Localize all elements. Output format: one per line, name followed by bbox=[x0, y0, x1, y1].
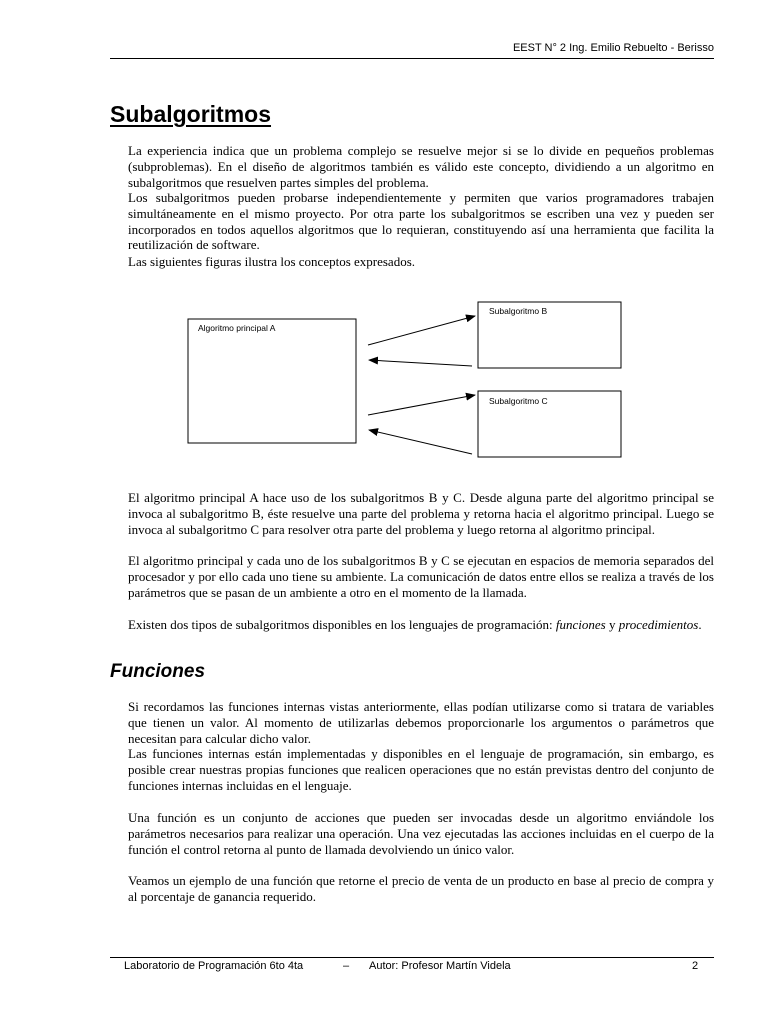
arrow-call-c bbox=[368, 395, 475, 415]
paragraph-memory-spaces: El algoritmo principal y cada uno de los subalgoritmos B y C se ejecutan en espacios de memoria separados del procesador y por ello cada uno tiene su ambiente. La comunicación de datos entre ellos se realiza a través de los parámetros que se pasan de un ambiente a otro en el momento de la llamada. bbox=[128, 553, 714, 600]
types-text-end: . bbox=[698, 617, 702, 632]
section-title-funciones: Funciones bbox=[110, 661, 206, 682]
section-title-subalgoritmos: Subalgoritmos bbox=[110, 101, 272, 127]
types-text-start: Existen dos tipos de subalgoritmos disponibles en los lenguajes de programación: bbox=[128, 617, 556, 632]
footer-rule bbox=[110, 957, 714, 958]
label-algoritmo-principal-a: Algoritmo principal A bbox=[198, 323, 276, 333]
types-text-and: y bbox=[605, 617, 619, 632]
paragraph-diagram-explanation: El algoritmo principal A hace uso de los subalgoritmos B y C. Desde alguna parte del algoritmo principal se invoca al subalgoritmo B, éste resuelve una parte del problema y retorna hacia el algoritmo principal. Luego se invoca al subalgoritmo C para resolver otra parte del problema y luego retorna al algoritmo principal. bbox=[128, 490, 714, 537]
arrow-return-b bbox=[369, 360, 472, 366]
paragraph-function-definition: Una función es un conjunto de acciones que pueden ser invocadas desde un algoritmo enviándole los parámetros necesarios para realizar una operación. Una vez ejecutadas las acciones incluidas en el cuerpo de la función el control retorna al punto de llamada devolviendo un único valor. bbox=[128, 810, 714, 857]
label-subalgoritmo-b: Subalgoritmo B bbox=[489, 306, 548, 316]
paragraph-custom-functions: Las funciones internas están implementadas y disponibles en el lenguaje de programación, sin embargo, es posible crear nuestras propias funciones que realicen operaciones que no están previstas dentro del conjunto de funciones internas incluidas en el lenguaje. bbox=[128, 746, 714, 793]
footer-author: Autor: Profesor Martín Videla bbox=[369, 960, 511, 972]
paragraph-example-intro: Veamos un ejemplo de una función que retorne el precio de venta de un producto en base al precio de compra y al porcentaje de ganancia requerido. bbox=[128, 873, 714, 904]
term-funciones: funciones bbox=[555, 617, 606, 632]
arrow-call-b bbox=[368, 316, 475, 345]
term-procedimientos: procedimientos bbox=[618, 617, 699, 632]
paragraph-internal-functions: Si recordamos las funciones internas vistas anteriormente, ellas podían utilizarse como si tratara de variables que tienen un valor. Al momento de utilizarlas debemos proporcionarle los argumentos o parámetros que necesitan para calcular dicho valor. bbox=[128, 699, 714, 746]
paragraph-intro: La experiencia indica que un problema complejo se resuelve mejor si se lo divide en pequeños problemas (subproblemas). En el diseño de algoritmos también es válido este concepto, dividiendo a un algoritmo en subalgoritmos que resuelven partes simples del problema. bbox=[128, 143, 714, 190]
arrow-return-c bbox=[369, 430, 472, 454]
footer-course: Laboratorio de Programación 6to 4ta bbox=[124, 960, 304, 972]
paragraph-benefits: Los subalgoritmos pueden probarse independientemente y permiten que varios programadores trabajen simultáneamente en el mismo proyecto. Por otra parte los subalgoritmos se escriben una vez y pueden ser incorporados en todos aquellos algoritmos que lo requieran, constituyendo así una herramienta que facilita la reutilización de software. bbox=[128, 190, 714, 253]
label-subalgoritmo-c: Subalgoritmo C bbox=[489, 396, 548, 406]
footer-separator: – bbox=[343, 960, 350, 972]
paragraph-figures-intro: Las siguientes figuras ilustra los conceptos expresados. bbox=[128, 254, 416, 269]
page-header: EEST N° 2 Ing. Emilio Rebuelto - Berisso bbox=[512, 42, 714, 54]
footer-page-number: 2 bbox=[692, 960, 699, 972]
box-algoritmo-principal-a bbox=[188, 319, 356, 443]
paragraph-subalgorithm-types bbox=[128, 617, 714, 633]
